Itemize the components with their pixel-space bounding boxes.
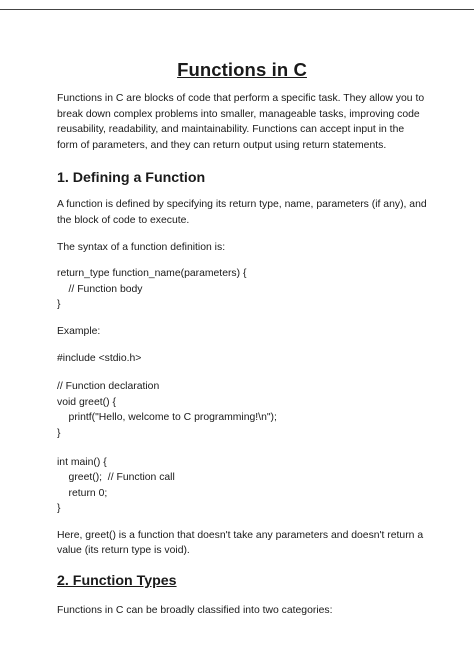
section-heading-types: 2. Function Types xyxy=(57,573,177,590)
header-rule xyxy=(0,9,474,10)
section-heading-defining: 1. Defining a Function xyxy=(57,170,206,187)
syntax-code-block: return_type function_name(parameters) { // Function body } xyxy=(57,268,247,311)
main-code-block: int main() { greet(); // Function call return 0; } xyxy=(57,456,175,515)
types-paragraph: Functions in C can be broadly classified into two categories: xyxy=(57,605,333,617)
syntax-intro-paragraph: The syntax of a function definition is: xyxy=(57,241,226,253)
document-title: Functions in C xyxy=(177,59,307,80)
document-page xyxy=(57,58,427,619)
definition-paragraph: A function is defined by specifying its return type, name, parameters (if any), and the block of code to execute. xyxy=(57,199,427,226)
explanation-paragraph: Here, greet() is a function that doesn't take any parameters and doesn't return a value (its return type is void). xyxy=(57,529,424,557)
include-code-line: #include <stdio.h> xyxy=(57,352,142,364)
intro-paragraph: Functions in C are blocks of code that perform a specific task. They allow you to break down complex problems into smaller, manageable tasks, improving code reusability, readability, and maintainability. Functions can accept input in the form of parameters, and they can return output using return statements. xyxy=(57,93,425,151)
declaration-code-block: // Function declaration void greet() { printf("Hello, welcome to C programming!\n"); } xyxy=(57,381,277,439)
example-label: Example: xyxy=(57,325,101,337)
